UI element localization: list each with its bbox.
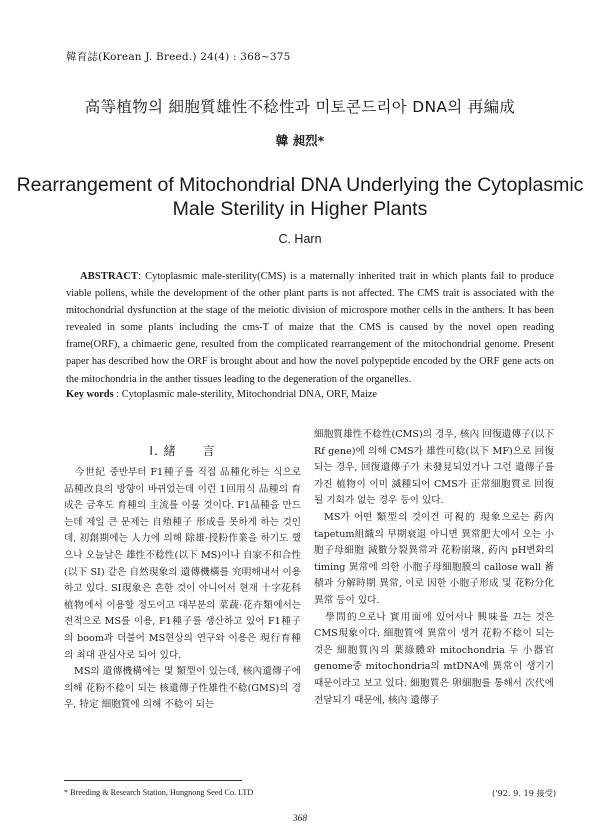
left-column	[64, 465, 301, 714]
body-paragraph	[314, 510, 554, 610]
korean-author: 韓 昶烈*	[275, 133, 325, 148]
body-paragraph	[64, 664, 301, 714]
paragraph-text: 今世紀 중반부터 F1種子를 직접 品種化하는 식으로 品種改良의 방향이 바뀌었는데 이런 1回用식 品種의 育成은 금후도 育種의 主流를 이룰 것이다. F1品種을 만드는데 제일 큰 문제는 自殖種子 形成을 못하게 하는 것인데, 初創期에는 人力에 의해 除雄·授粉作業을 하기도 했으나 오늘날은 雄性不稔性(以下 MS)이나 自家不和合性(以下 SI) 같은 自然現象의 遺傳機構를 究明해내서 이용하고 있다. SI現象은 흔한 것이 아니어서 현재 十字花科 植物에서 이용할 정도이고 대부분의 菜蔬·花卉類에서는 전적으로 MS를 이용, F1種子를 생산하고 있어 F1種子의 boom과 더불어 MS현상의 연구와 이용은 現行育種의 최대 관심사로 되어 있다.	[64, 467, 301, 661]
korean-title: 高等植物의 細胞質雄性不稔性과 미토콘드리아 DNA의 再編成	[84, 98, 516, 116]
abstract	[66, 268, 554, 388]
english-title-text: Rearrangement of Mitochondrial DNA Underlying the Cytoplasmic Male Sterility in Higher Plants	[16, 174, 584, 220]
paragraph-text: 細胞質雄性不稔性(CMS)의 경우, 核內 回復遺傳子(以下 Rf gene)에 의해 CMS가 雄性可稔(以下 MF)으로 回復되는 경우, 回復遺傳子가 未發見되었거나 그런 遺傳子를 가진 植物이 이미 滅種되어 CMS가 正常細胞質로 回復될 기회가 없는 경우 등이 있다.	[314, 429, 554, 507]
english-author: C. Harn	[278, 232, 322, 246]
footnote-divider	[64, 780, 242, 781]
body-paragraph	[314, 427, 554, 510]
affiliation-footnote: * Breeding & Research Station, Hungnong Seed Co. LTD	[64, 788, 254, 797]
paragraph-text: MS의 遺傳機構에는 몇 類型이 있는데, 核內遺傳子에 의해 花粉不稔이 되는 核遺傳子性雄性不稔(GMS)의 경우, 特定 細胞質에 의해 不稔이 되는	[64, 666, 301, 711]
body-paragraph	[64, 465, 301, 664]
english-title	[0, 173, 600, 221]
body-paragraph	[314, 610, 554, 710]
page-number: 368	[292, 814, 308, 824]
right-column	[314, 427, 554, 709]
keywords-label: Key words	[66, 389, 114, 400]
abstract-label: ABSTRACT	[80, 271, 139, 282]
keywords-text: : Cytoplasmic male-sterility, Mitochondrial DNA, ORF, Maize	[116, 389, 378, 400]
abstract-text: : Cytoplasmic male-sterility(CMS) is a maternally inherited trait in which plants fail to produce viable pollens, while the development of the other plant parts is not affected. The CMS trait is associated with the mitochondrial dysfunction at the stage of the meiotic division of microspore mother cells in the anthers. It has been revealed in some plants including the cms-T of maize that the CMS is caused by the novel open reading frame(ORF), a chimaeric gene, resulted from the complicated rearrangement of the mitochondrial genome. Present paper has described how the ORF is brought about and how the novel polypeptide encoded by the ORF gene acts on the mitochondria in the anther tissues leading to the degeneration of the organelles.	[66, 271, 554, 385]
paragraph-text: MS가 어떤 類型의 것이건 可視的 現象으로는 葯內 tapetum組織의 早期衰退 아니면 異常肥大에서 오는 小胞子母細胞 減數分裂異常과 花粉崩壞, 葯內 pH변화의 timing 異常에 의한 小胞子母細胞膜의 callose wall 蓄積과 分解時期 異常, 이로 因한 小胞子形成 및 花粉分化 異常 등이 있다.	[314, 511, 554, 606]
paragraph-text: 學問的으로나 實用面에 있어서나 興味를 끄는 것은 CMS現象이다. 細胞質에 異常이 생겨 花粉不稔이 되는 것은 細胞質內의 葉綠體와 mitochondria 두 小器官 genome중 mitochondria의 mtDNA에 異常이 생기기 때문이라고 보고 있다. 細胞質은 卵細胞를 통해서 次代에 전달되기 때문에, 核內 遺傳子	[314, 611, 554, 706]
keywords	[66, 389, 554, 400]
received-date: ('92. 9. 19 接受)	[492, 788, 557, 798]
section-heading-introduction: I. 緒 言	[149, 444, 216, 458]
journal-reference: 韓育誌(Korean J. Breed.) 24(4) : 368~375	[66, 51, 291, 63]
